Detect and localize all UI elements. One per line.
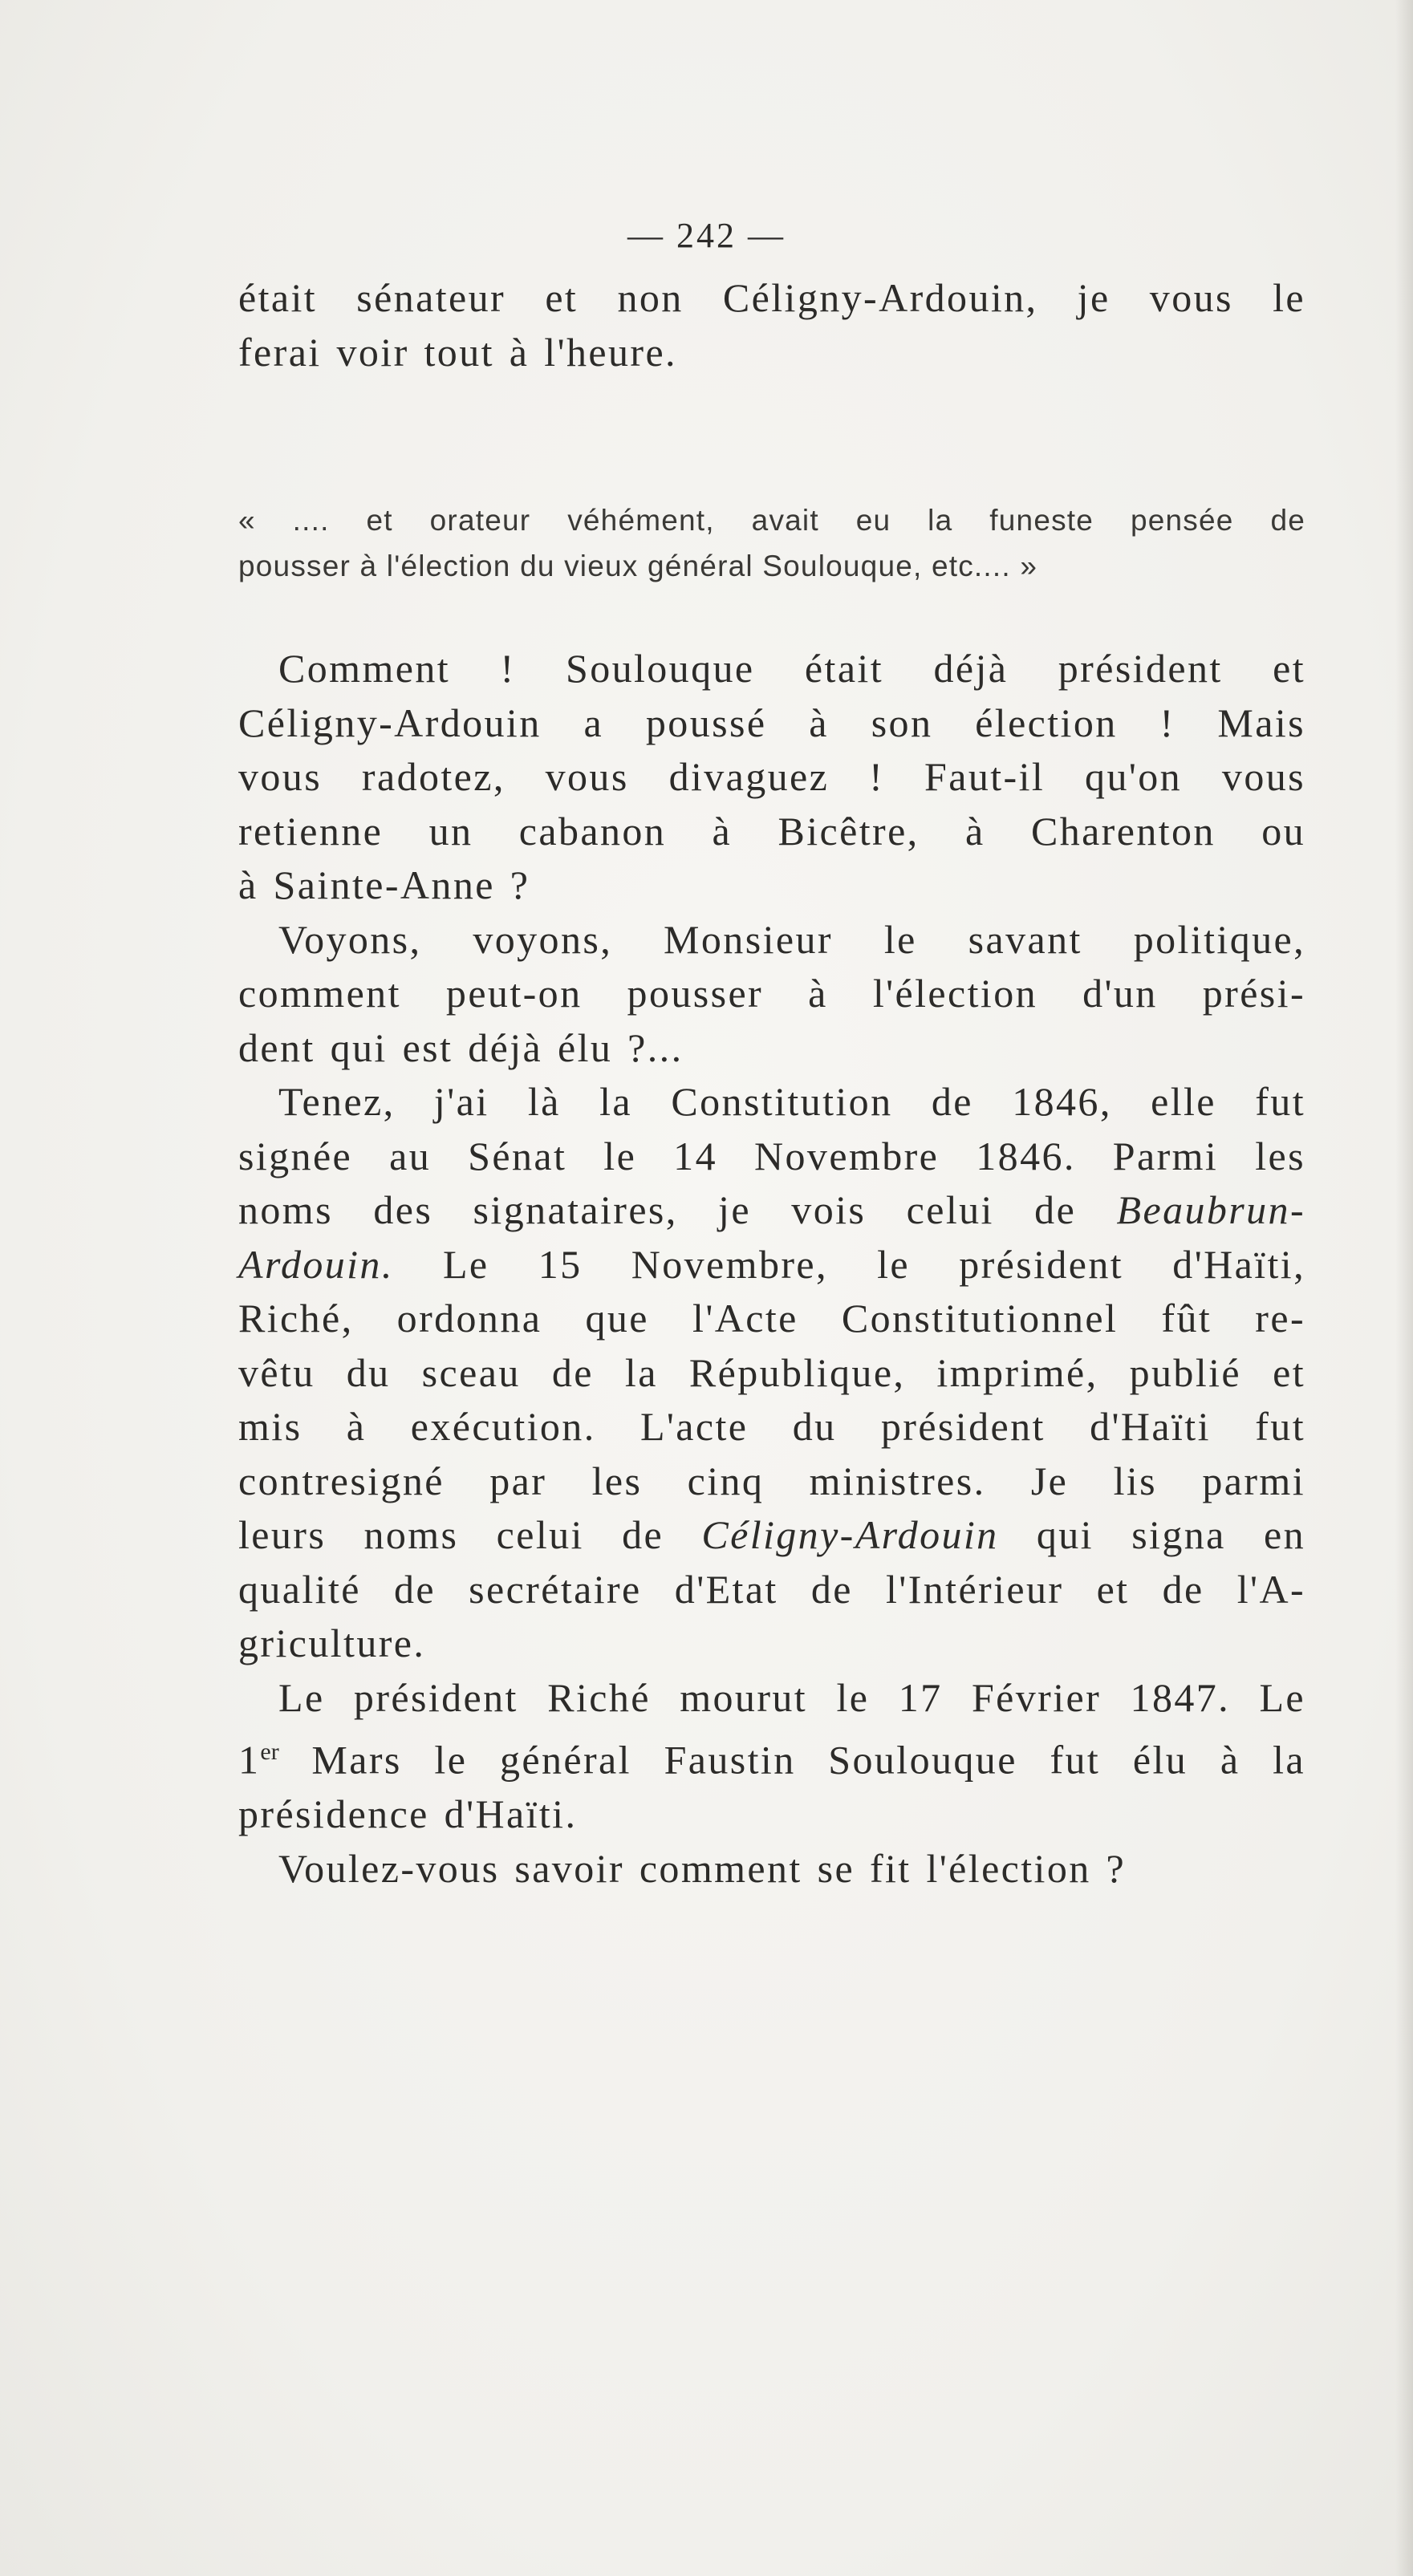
text-line: Riché, ordonna que l'Acte Constitutionnel fût re- xyxy=(238,1296,1305,1341)
text-line: mis à exécution. L'acte du président d'Haïti fut xyxy=(238,1404,1305,1449)
text-line: griculture. xyxy=(238,1621,426,1665)
text-line: Le président Riché mourut le 17 Février 1847. Le xyxy=(278,1674,1305,1720)
text-segment: leurs noms celui de xyxy=(238,1512,702,1557)
text-line: comment peut-on pousser à l'élection d'un prési- xyxy=(238,971,1305,1016)
text-line: était sénateur et non Céligny-Ardouin, je vous le xyxy=(238,275,1305,320)
text-segment: Mars le général Faustin Soulouque fut élu à la xyxy=(278,1737,1305,1783)
text-segment: qui signa en xyxy=(998,1512,1305,1557)
text-line: Comment ! Soulouque était déjà président et xyxy=(278,646,1305,691)
quote-line: pousser à l'élection du vieux général Soulouque, etc.... » xyxy=(238,550,1038,582)
quote-line: « .... et orateur véhément, avait eu la funeste pensée de xyxy=(238,504,1305,537)
page-edge-shadow xyxy=(1395,0,1413,2576)
text-line: Céligny-Ardouin a poussé à son élection ! Mais xyxy=(238,700,1305,745)
quotation xyxy=(238,497,1305,589)
text-line: contresigné par les cinq ministres. Je lis parmi xyxy=(238,1458,1305,1503)
text-line: ferai voir tout à l'heure. xyxy=(238,329,677,375)
text-segment: Le 15 Novembre, le président d'Haïti, xyxy=(393,1241,1305,1287)
text-line: vous radotez, vous divaguez ! Faut-il qu'on vous xyxy=(238,754,1305,799)
text-line: retienne un cabanon à Bicêtre, à Charenton ou xyxy=(238,808,1305,854)
text-line: signée au Sénat le 14 Novembre 1846. Parmi les xyxy=(238,1133,1305,1178)
text-line xyxy=(238,1238,1305,1292)
italic-name: Beaubrun- xyxy=(1116,1187,1305,1232)
text-line xyxy=(238,1183,1305,1238)
text-line xyxy=(238,1725,1305,1787)
main-text xyxy=(238,642,1305,1896)
text-line: Tenez, j'ai là la Constitution de 1846, elle fut xyxy=(278,1079,1305,1124)
italic-name: Céligny-Ardouin xyxy=(701,1512,999,1557)
text-line xyxy=(238,1508,1305,1563)
text-segment: 1 xyxy=(238,1737,261,1783)
text-line: vêtu du sceau de la République, imprimé, publié et xyxy=(238,1349,1305,1395)
text-line: dent qui est déjà élu ?... xyxy=(238,1024,684,1070)
text-segment: noms des signataires, je vois celui de xyxy=(238,1187,1117,1232)
superscript: er xyxy=(260,1738,279,1765)
text-line: qualité de secrétaire d'Etat de l'Intérieur et de l'A- xyxy=(238,1566,1305,1612)
page-number: — 242 — xyxy=(627,216,786,255)
text-line: Voulez-vous savoir comment se fit l'élection ? xyxy=(278,1845,1127,1891)
text-line: présidence d'Haïti. xyxy=(238,1791,578,1837)
text-line: Voyons, voyons, Monsieur le savant politique, xyxy=(278,916,1305,962)
text-line: à Sainte-Anne ? xyxy=(238,862,530,907)
opening-paragraph xyxy=(238,271,1305,379)
italic-name: Ardouin. xyxy=(238,1241,394,1287)
